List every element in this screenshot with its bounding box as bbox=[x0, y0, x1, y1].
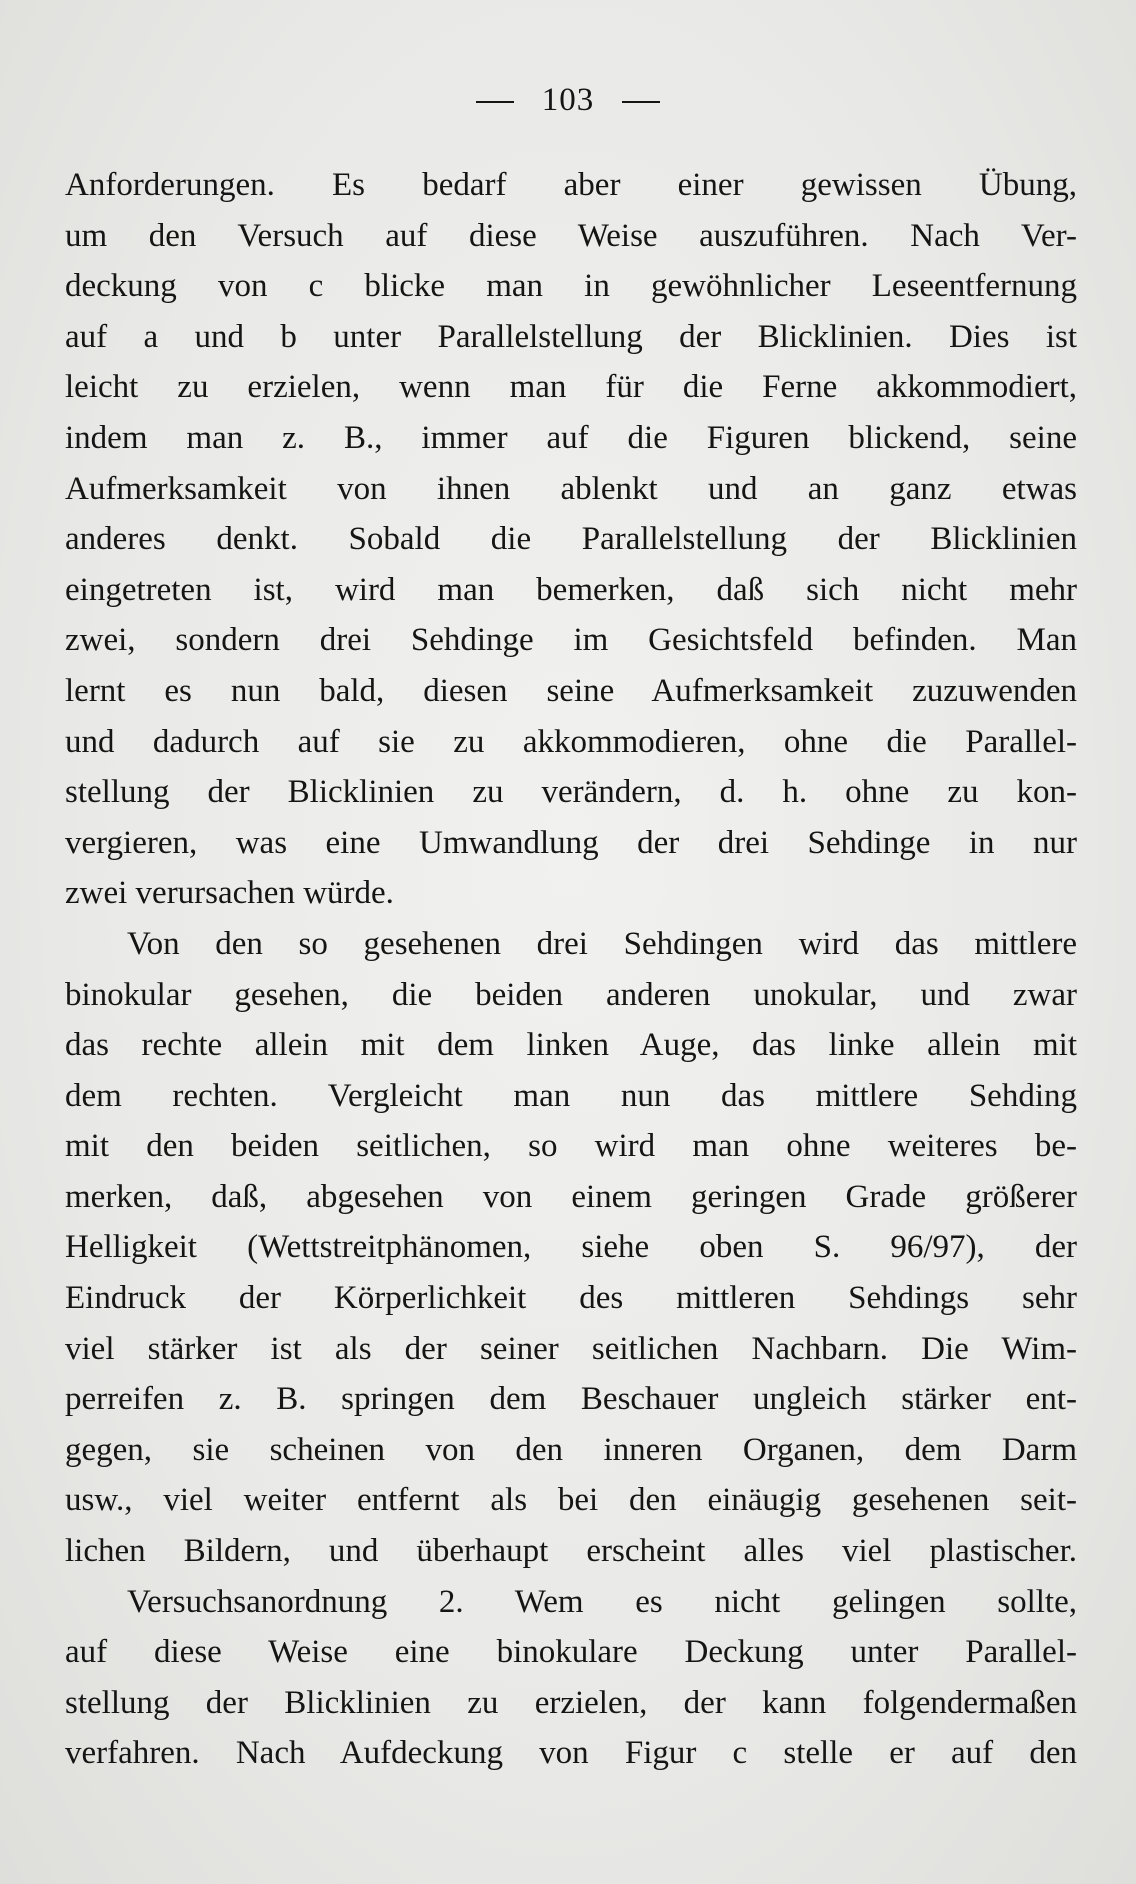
text-line: Anforderungen. Es bedarf aber einer gewissen Übung, bbox=[65, 167, 1077, 203]
text-line: viel stärker ist als der seiner seitlichen Nachbarn. Die Wim- bbox=[65, 1330, 1077, 1367]
text-line: deckung von c blicke man in gewöhnlicher Leseentfernung bbox=[65, 268, 1077, 305]
text-line: Eindruck der Körperlichkeit des mittleren Sehdings sehr bbox=[65, 1280, 1077, 1317]
text-line: dem rechten. Vergleicht man nun das mittlere Sehding bbox=[65, 1077, 1077, 1114]
text-line: mit den beiden seitlichen, so wird man ohne weiteres be- bbox=[65, 1128, 1077, 1165]
text-line: usw., viel weiter entfernt als bei den einäugig gesehenen seit- bbox=[65, 1482, 1077, 1519]
text-line: zwei, sondern drei Sehdinge im Gesichtsfeld befinden. Man bbox=[65, 622, 1077, 659]
text-line: und dadurch auf sie zu akkommodieren, ohne die Parallel- bbox=[65, 723, 1077, 760]
text-line: zwei verursachen würde. bbox=[65, 875, 394, 912]
text-line: leicht zu erzielen, wenn man für die Ferne akkommodiert, bbox=[65, 369, 1077, 406]
text-line: Versuchsanordnung 2. Wem es nicht gelingen sollte, bbox=[127, 1583, 1077, 1620]
text-line: Aufmerksamkeit von ihnen ablenkt und an ganz etwas bbox=[65, 470, 1077, 507]
text-line: Helligkeit (Wettstreitphänomen, siehe oben S. 96/97), der bbox=[65, 1229, 1077, 1266]
text-line: vergieren, was eine Umwandlung der drei Sehdinge in nur bbox=[65, 824, 1077, 861]
text-line: Von den so gesehenen drei Sehdingen wird das mittlere bbox=[127, 925, 1077, 962]
body-text bbox=[65, 160, 1077, 1779]
text-line: lichen Bildern, und überhaupt erscheint alles viel plastischer. bbox=[65, 1533, 1077, 1570]
text-line: verfahren. Nach Aufdeckung von Figur c stelle er auf den bbox=[65, 1735, 1077, 1772]
text-line: merken, daß, abgesehen von einem geringen Grade größerer bbox=[65, 1178, 1077, 1215]
text-line: um den Versuch auf diese Weise auszuführen. Nach Ver- bbox=[65, 217, 1077, 254]
text-line: das rechte allein mit dem linken Auge, das linke allein mit bbox=[65, 1027, 1077, 1064]
header-dash-right bbox=[622, 101, 660, 103]
text-line: lernt es nun bald, diesen seine Aufmerksamkeit zuzuwenden bbox=[65, 672, 1077, 709]
text-line: anderes denkt. Sobald die Parallelstellung der Blicklinien bbox=[65, 521, 1077, 558]
text-line: auf diese Weise eine binokulare Deckung unter Parallel- bbox=[65, 1634, 1077, 1671]
page-number: 103 bbox=[541, 82, 595, 118]
text-line: stellung der Blicklinien zu erzielen, der kann folgendermaßen bbox=[65, 1684, 1077, 1721]
text-line: eingetreten ist, wird man bemerken, daß sich nicht mehr bbox=[65, 571, 1077, 608]
header-dash-left bbox=[476, 101, 514, 103]
page-header bbox=[0, 82, 1136, 119]
text-line: binokular gesehen, die beiden anderen unokular, und zwar bbox=[65, 976, 1077, 1013]
text-line: auf a und b unter Parallelstellung der Blicklinien. Dies ist bbox=[65, 318, 1077, 355]
text-line: gegen, sie scheinen von den inneren Organen, dem Darm bbox=[65, 1431, 1077, 1468]
text-line: perreifen z. B. springen dem Beschauer ungleich stärker ent- bbox=[65, 1381, 1077, 1418]
text-line: stellung der Blicklinien zu verändern, d. h. ohne zu kon- bbox=[65, 774, 1077, 811]
text-line: indem man z. B., immer auf die Figuren blickend, seine bbox=[65, 419, 1077, 456]
